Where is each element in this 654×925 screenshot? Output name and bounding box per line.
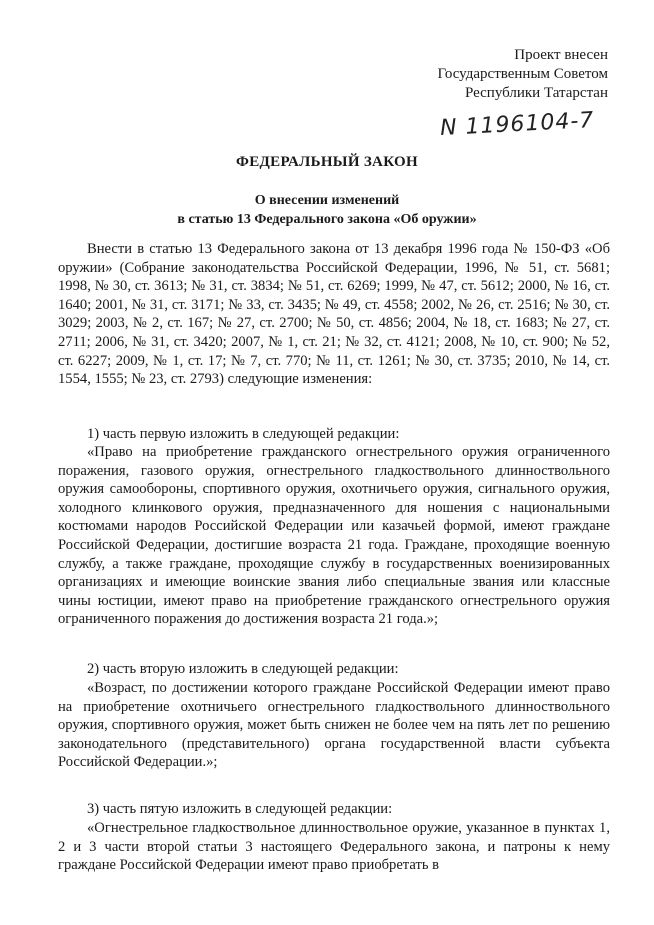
submitter-block: [438, 46, 609, 103]
item-3-text-block: [58, 819, 610, 875]
handwritten-registration-number: N 1196104-7: [439, 107, 595, 142]
submitter-line-3: Республики Татарстан: [464, 85, 608, 101]
item-2-heading-block: [58, 660, 610, 679]
law-title: ФЕДЕРАЛЬНЫЙ ЗАКОН: [236, 154, 418, 170]
item-3-text: «Огнестрельное гладкоствольное длинноствольное оружие, указанное в пунктах 1, 2 и 3 части второй статьи 3 настоящего Федерального закона, и патроны к нему граждане Российской Федерации имеют право приобретать в: [58, 820, 610, 874]
submitter-line-2: Государственным Советом: [437, 66, 608, 82]
item-3-heading-block: [58, 800, 610, 819]
item-2-text-block: [58, 679, 610, 772]
item-2-heading: 2) часть вторую изложить в следующей редакции:: [87, 661, 399, 677]
law-subtitle-line-1: О внесении изменений: [254, 193, 400, 208]
submitter-line-1: Проект внесен: [514, 47, 608, 63]
item-2-text: «Возраст, по достижении которого граждане Российской Федерации имеют право на приобретение охотничьего огнестрельного гладкоствольного длинноствольного оружия, спортивного оружия, может быть снижен не более чем на пять лет по решению законодательного (представительного) органа государственной власти субъекта Российской Федерации.»;: [58, 680, 610, 771]
intro-paragraph-block: [58, 240, 610, 389]
intro-paragraph: Внести в статью 13 Федерального закона от 13 декабря 1996 года № 150-ФЗ «Об оружии» (Собрание законодательства Российской Федерации, 1996, № 51, ст. 5681; 1998, № 30, ст. 3613; № 31, ст. 3834; № 51, ст. 6269; 1999, № 47, ст. 5612; 2000, № 16, ст. 1640; 2001, № 31, ст. 3171; № 33, ст. 3435; № 49, ст. 4558; 2002, № 26, ст. 2516; № 30, ст. 3029; 2003, № 2, ст. 167; № 27, ст. 2700; № 50, ст. 4856; 2004, № 18, ст. 1683; № 27, ст. 2711; 2006, № 31, ст. 3420; 2007, № 1, ст. 21; № 32, ст. 4121; 2008, № 10, ст. 900; № 52, ст. 6227; 2009, № 1, ст. 17; № 7, ст. 770; № 11, ст. 1261; № 30, ст. 3735; 2010, № 14, ст. 1554, 1555; № 23, ст. 2793) следующие изменения:: [58, 241, 610, 388]
item-1-text: «Право на приобретение гражданского огнестрельного оружия ограниченного поражения, газового оружия, огнестрельного гладкоствольного длинноствольного оружия самообороны, спортивного оружия, охотничьего оружия, сигнального оружия, холодного клинкового оружия, предназначенного для ношения с национальными костюмами народов Российской Федерации или казачьей формой, имеют граждане Российской Федерации, достигшие возраста 21 года. Граждане, проходящие военную службу, а также граждане, проходящие службу в государственных военизированных организациях и имеющие воинские звания либо специальные звания или классные чины юстиции, имеют право на приобретение гражданского огнестрельного оружия ограниченного поражения до достижения возраста 21 года.»;: [58, 444, 610, 628]
item-1-heading-block: [58, 425, 610, 444]
item-3-heading: 3) часть пятую изложить в следующей редакции:: [87, 801, 393, 817]
item-1-heading: 1) часть первую изложить в следующей редакции:: [87, 426, 400, 442]
item-1-text-block: [58, 443, 610, 629]
law-subtitle-line-2: в статью 13 Федерального закона «Об оружии»: [177, 212, 477, 227]
law-subtitle: [0, 191, 654, 229]
